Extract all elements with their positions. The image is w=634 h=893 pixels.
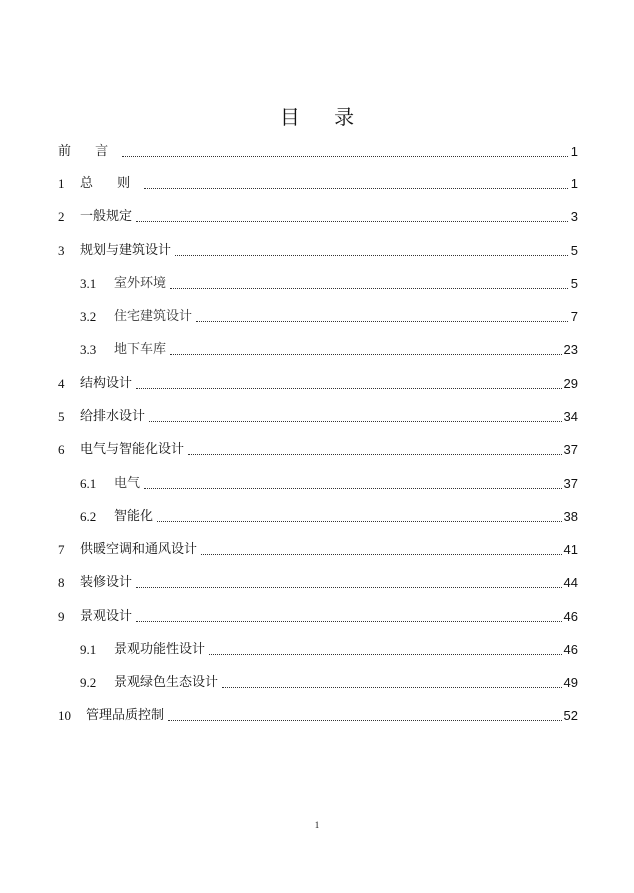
- toc-leader-dots: [157, 520, 562, 522]
- toc-entry-number: 2: [58, 209, 65, 224]
- toc-leader-dots: [196, 320, 568, 322]
- toc-entry-number: 9.2: [80, 675, 97, 690]
- toc-entry-page: 7: [570, 309, 578, 324]
- toc-entry-7[interactable]: [58, 541, 578, 559]
- toc-entry-page: 37: [563, 476, 578, 491]
- toc-entry-page: 23: [563, 342, 578, 357]
- toc-entry-page: 46: [563, 642, 578, 657]
- toc-entry-label: 规划与建筑设计: [80, 243, 172, 258]
- toc-entry-page: 5: [570, 243, 578, 258]
- toc-entry-label: 住宅建筑设计: [114, 309, 193, 324]
- toc-entry-number: 9: [58, 609, 65, 624]
- toc-entry-8[interactable]: [58, 574, 578, 592]
- toc-entry-9[interactable]: [58, 608, 578, 626]
- toc-entry-10[interactable]: [58, 707, 578, 725]
- toc-entry-page: 46: [563, 609, 578, 624]
- toc-leader-dots: [136, 387, 562, 389]
- toc-entry-3-3[interactable]: [80, 341, 578, 359]
- toc-leader-dots: [149, 420, 562, 422]
- toc-entry-6[interactable]: [58, 441, 578, 459]
- toc-leader-dots: [201, 553, 562, 555]
- toc-entry-label: 景观绿色生态设计: [114, 675, 219, 690]
- toc-entry-number: 8: [58, 575, 65, 590]
- toc-entry-1[interactable]: [58, 175, 578, 193]
- toc-leader-dots: [222, 686, 562, 688]
- toc-leader-dots: [144, 487, 562, 489]
- toc-leader-dots: [136, 586, 562, 588]
- toc-entry-2[interactable]: [58, 208, 578, 226]
- toc-entry-number: 7: [58, 542, 65, 557]
- toc-entry-number: 9.1: [80, 642, 97, 657]
- toc-entry-page: 1: [570, 176, 578, 191]
- footer-page-number: 1: [314, 820, 320, 830]
- toc-entry-number: 6: [58, 442, 65, 457]
- toc-entry-label: 电气与智能化设计: [80, 442, 185, 457]
- toc-entry-label: 景观设计: [80, 609, 133, 624]
- toc-entry-4[interactable]: [58, 375, 578, 393]
- toc-entry-label: 地下车库: [114, 342, 167, 357]
- toc-leader-dots: [122, 155, 568, 157]
- toc-entry-number: 3.2: [80, 309, 97, 324]
- toc-entry-label: 智能化: [114, 509, 154, 524]
- toc-entry-number: 6.2: [80, 509, 97, 524]
- toc-leader-dots: [136, 220, 568, 222]
- toc-entry-page: 5: [570, 276, 578, 291]
- toc-leader-dots: [209, 653, 562, 655]
- toc-entry-page: 37: [563, 442, 578, 457]
- toc-entry-6-1[interactable]: [80, 475, 578, 493]
- toc-entry-5[interactable]: [58, 408, 578, 426]
- toc-entry-3-1[interactable]: [80, 275, 578, 293]
- toc-entry-page: 44: [563, 575, 578, 590]
- toc-entry-page: 29: [563, 376, 578, 391]
- toc-entry-label: 景观功能性设计: [114, 642, 206, 657]
- toc-entry-6-2[interactable]: [80, 508, 578, 526]
- page-title: 目 录: [279, 105, 369, 129]
- toc-entry-page: 49: [563, 675, 578, 690]
- toc-entry-9-2[interactable]: [80, 674, 578, 692]
- toc-entry-preface[interactable]: [58, 143, 578, 161]
- toc-entry-9-1[interactable]: [80, 641, 578, 659]
- toc-leader-dots: [175, 254, 568, 256]
- toc-leader-dots: [168, 719, 562, 721]
- toc-entry-label: 管理品质控制: [86, 708, 165, 723]
- toc-leader-dots: [170, 287, 568, 289]
- toc-entry-number: 6.1: [80, 476, 97, 491]
- toc-entry-number: 1: [58, 176, 65, 191]
- toc-leader-dots: [170, 353, 562, 355]
- toc-entry-label: 给排水设计: [80, 409, 146, 424]
- toc-entry-label: 前 言: [58, 144, 119, 159]
- toc-entry-number: 4: [58, 376, 65, 391]
- toc-entry-label: 电气: [114, 476, 141, 491]
- toc-entry-page: 41: [563, 542, 578, 557]
- toc-entry-page: 1: [570, 144, 578, 159]
- toc-entry-label: 一般规定: [80, 209, 133, 224]
- toc-entry-label: 总 则: [80, 176, 141, 191]
- toc-entry-number: 3: [58, 243, 65, 258]
- toc-entry-page: 34: [563, 409, 578, 424]
- toc-entry-label: 结构设计: [80, 376, 133, 391]
- toc-leader-dots: [136, 620, 562, 622]
- toc-entry-label: 装修设计: [80, 575, 133, 590]
- toc-entry-number: 5: [58, 409, 65, 424]
- toc-entry-page: 3: [570, 209, 578, 224]
- toc-entry-number: 3.3: [80, 342, 97, 357]
- toc-entry-page: 52: [563, 708, 578, 723]
- toc-entry-3[interactable]: [58, 242, 578, 260]
- toc-leader-dots: [188, 453, 562, 455]
- toc-entry-label: 供暖空调和通风设计: [80, 542, 198, 557]
- toc-entry-label: 室外环境: [114, 276, 167, 291]
- toc-entry-number: 10: [58, 708, 71, 723]
- toc-entry-number: 3.1: [80, 276, 97, 291]
- toc-entry-page: 38: [563, 509, 578, 524]
- toc-entry-3-2[interactable]: [80, 308, 578, 326]
- toc-leader-dots: [144, 187, 568, 189]
